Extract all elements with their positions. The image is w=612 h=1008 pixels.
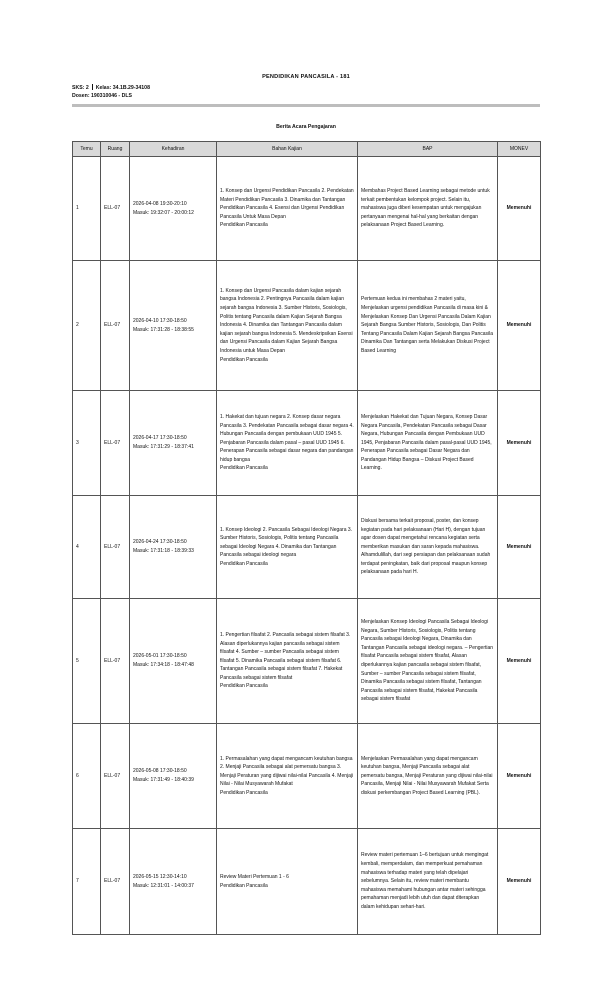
temu-cell: 7 (73, 829, 101, 935)
table-row (73, 157, 541, 261)
col-header-temu: Temu (73, 142, 101, 157)
bahan-text: Review Materi Pertemuan 1 - 6 (220, 873, 289, 880)
jadwal-text: 2026-04-10 17:30-18:50 (133, 317, 187, 324)
col-header-kehadiran: Kehadiran (130, 142, 217, 157)
bahan-footer: Pendidikan Pancasila (220, 683, 268, 690)
bahan-kajian-cell (217, 261, 358, 391)
kehadiran-cell (130, 157, 217, 261)
monev-cell: Memenuhi (498, 261, 541, 391)
bap-cell: Pertemuan kedua ini membahas 2 materi yaitu, Menjelaskan urgensi pendidikan Pancasila di masa kini & Menjelaskan Konsep Dan Urgensi Pancasila Dalam Kajian Sejarah Bangsa Sumber Historis, Sosiologis, Dan Politis Tentang Pancasila Dalam Kajian Sejarah Bangsa Pancasila Dinamika Dan Tantangan serta Melakukan Diskusi Project Based Learning (358, 261, 498, 391)
temu-cell: 2 (73, 261, 101, 391)
bahan-text: 1. Konsep Ideologi 2. Pancasila Sebagai Ideologi Negara 3. Sumber Historis, Sosiologis, Politis tentang Pancasila sebagai Ideologi Negara 4. Dinamika dan Tantangan Pancasila sebagai ideologi negara (220, 526, 353, 559)
monev-cell: Memenuhi (498, 157, 541, 261)
bahan-kajian-cell (217, 157, 358, 261)
table-row (73, 829, 541, 935)
monev-cell: Memenuhi (498, 829, 541, 935)
masuk-text: Masuk: 12:31:01 - 14:00:37 (133, 882, 194, 889)
jadwal-text: 2026-04-08 19:30-20:10 (133, 200, 187, 207)
bap-cell: Menjelaskan Konsep Ideologi Pancasila Sebagai Ideologi Negara, Sumber Historis, Sosiologis, Politis tentang Pancasila sebagai Ideologi Negara, Dinamika dan Tantangan Pancasila sebagai ideologi negara. – Pengertian filsafat Pancasila sebagai sistem filsafat, Alasan diperlukannya kajian pancasila sebagai sistem filsafat, Sumber – sumber Pancasila sebagai sistem filsafat, Dinamika Pancasila sebagai sistem filsafat, Tantangan Pancasila sebagai sistem filsafat, Hakekat Pancasila sebagai sistem filsafat (358, 599, 498, 724)
bahan-footer: Pendidikan Pancasila (220, 465, 268, 472)
table-row (73, 599, 541, 724)
table-row (73, 496, 541, 599)
bap-cell: Membahas Project Based Learning sebagai metode untuk terkait pembentukan kelompok project. Selain itu, mahasiswa juga diberi kesempatan untuk mengajukan pertanyaan mengenai hal-hal yang berkaitan dengan pelaksanaan Project Based Learning. (358, 157, 498, 261)
bahan-text: 1. Pengertian filsafat 2. Pancasila sebagai sistem filsafat 3. Alasan diperlukannya kajian pancasila sebagai sistem filsafat 4. Sumber – sumber Pancasila sebagai sistem filsafat 5. Dinamika Pancasila sebagai sistem filsafat 6. Tantangan Pancasila sebagai sistem filsafat 7. Hakekat Pancasila sebagai sistem filsafat (220, 631, 351, 681)
masuk-text: Masuk: 17:31:49 - 18:40:39 (133, 777, 194, 783)
bahan-text: 1. Permasalahan yang dapat mengancam keutuhan bangsa 2. Menjaji Pancasila sebagai alat pemersatu bangsa 3. Menjaji Peraturan yang dijiwai nilai-nilai Pancasila 4. Menjaji Nilai - Nilai Musyawarah Mufakat (220, 755, 354, 788)
bap-cell: Diskusi bersama terkait proposal, poster, dan konsep kegiatan pada hari pelaksanaan (Hari H), dengan tujuan agar dosen dapat mengetahui rencana kegiatan serta memberikan masukan dan saran kepada mahasiswa. Alhamdulillah, dari segi persiapan dan pelaksanaan sudah terdapat peningkatan, baik dari proposal maupun konsep pelaksanaan pada hari H. (358, 496, 498, 599)
temu-cell: 3 (73, 391, 101, 496)
table-row (73, 724, 541, 829)
bahan-kajian-cell (217, 391, 358, 496)
ruang-cell: ELL-07 (101, 829, 130, 935)
meta-separator (92, 84, 93, 90)
monev-cell: Memenuhi (498, 391, 541, 496)
masuk-text: Masuk: 17:31:28 - 18:38:55 (133, 326, 194, 333)
col-header-bap: BAP (358, 142, 498, 157)
jadwal-text: 2026-05-08 17:30-18:50 (133, 768, 187, 775)
bahan-footer: Pendidikan Pancasila (220, 356, 268, 363)
ruang-cell: ELL-07 (101, 496, 130, 599)
col-header-monev: MONEV (498, 142, 541, 157)
bap-cell: Menjelaskan Hakekat dan Tujuan Negara, Konsep Dasar Negara Pancasila, Pendekatan Pancasila sebagai Dasar Negara, Hubungan Pancasila dengan Pembukaan UUD 1945, Penjabaran Pancasila dalam pasal-pasal UUD 1945, Penerapan Pancasila sebagai Dasar Negara dan Pandangan Hidup Bangsa – Diskusi Project Based Learning. (358, 391, 498, 496)
monev-cell: Memenuhi (498, 724, 541, 829)
bahan-kajian-cell (217, 829, 358, 935)
kehadiran-cell (130, 599, 217, 724)
masuk-text: Masuk: 17:31:29 - 18:37:41 (133, 444, 194, 450)
bahan-footer: Pendidikan Pancasila (220, 560, 268, 567)
bahan-kajian-cell (217, 496, 358, 599)
berita-acara-table (72, 141, 541, 935)
ruang-cell: ELL-07 (101, 261, 130, 391)
kelas-label: Kelas: 34.1B.29-34108 (95, 85, 150, 91)
bap-cell: Menjelaskan Permasalahan yang dapat mengancam keutuhan bangsa, Menjaji Pancasila sebagai alat pemersatu bangsa, Menjaji Peraturan yang dijiwai nilai-nilai Pancasila, Menjaji Nilai - Nilai Musyawarah Mufakat Serta diskusi perkembangan Project Based Learning (PBL). (358, 724, 498, 829)
kehadiran-cell (130, 724, 217, 829)
jadwal-text: 2026-05-15 12:30-14:10 (133, 873, 187, 880)
bahan-text: 1. Hakekat dan tujuan negara 2. Konsep dasar negara Pancasila 3. Pendekatan Pancasila sebagai dasar negara 4. Hubungan Pancasila dengan pembukaan UUD 1945 5. Penjabaran Pancasila dalam pasal – pasal UUD 1945 6. Penerapan Pancasila sebagai dasar negara dan pandangan hidup bangsa (220, 413, 354, 463)
header-divider (72, 104, 540, 107)
jadwal-text: 2026-04-24 17:30-18:50 (133, 539, 187, 546)
bahan-text: 1. Konsep dan Urgensi Pancasila dalam kajian sejarah bangsa Indonesia 2. Pentingnya Pancasila dalam kajian sejarah bangsa Indonesia 3. Sumber Historis, Sosiologis, Politis tentang Pancasila dalam Kajian Sejarah Bangsa Indonesia 4. Dinamika dan Tantangan Pancasila dalam kajian sejarah bangsa Indonesia 5. Mendeskripsikan Esensi dan Urgensi Pancasila dalam Kajian Sejarah Bangsa Indonesia untuk Masa Depan (220, 287, 353, 354)
dosen-label: Dosen: 190310046 - DLS (72, 93, 132, 99)
sks-label: SKS: 2 (72, 85, 89, 91)
table-title: Berita Acara Pengajaran (276, 124, 336, 130)
masuk-text: Masuk: 19:32:07 - 20:00:12 (133, 209, 194, 216)
table-header-row (73, 142, 541, 157)
bahan-footer: Pendidikan Pancasila (220, 882, 268, 889)
bahan-footer: Pendidikan Pancasila (220, 222, 268, 229)
ruang-cell: ELL-07 (101, 391, 130, 496)
kehadiran-cell (130, 496, 217, 599)
table-row (73, 261, 541, 391)
masuk-text: Masuk: 17:31:18 - 18:39:33 (133, 548, 194, 554)
temu-cell: 4 (73, 496, 101, 599)
ruang-cell: ELL-07 (101, 157, 130, 261)
temu-cell: 1 (73, 157, 101, 261)
bap-cell: Review materi pertemuan 1–6 bertujuan untuk mengingat kembali, memperdalam, dan memperkuat pemahaman mahasiswa terhadap materi yang telah dipelajari sebelumnya. Selain itu, review materi membantu mahasiswa memahami hubungan antar materi sehingga pemahaman menjadi lebih utuh dan dapat diterapkan dalam kehidupan sehari-hari. (358, 829, 498, 935)
bahan-kajian-cell (217, 599, 358, 724)
monev-cell: Memenuhi (498, 599, 541, 724)
kehadiran-cell (130, 261, 217, 391)
kehadiran-cell (130, 829, 217, 935)
col-header-bahan-kajian: Bahan Kajian (217, 142, 358, 157)
course-title: PENDIDIKAN PANCASILA - 181 (262, 74, 350, 80)
masuk-text: Masuk: 17:34:18 - 18:47:48 (133, 662, 194, 668)
ruang-cell: ELL-07 (101, 599, 130, 724)
table-row (73, 391, 541, 496)
ruang-cell: ELL-07 (101, 724, 130, 829)
bahan-kajian-cell (217, 724, 358, 829)
jadwal-text: 2026-05-01 17:30-18:50 (133, 653, 187, 660)
temu-cell: 6 (73, 724, 101, 829)
bahan-text: 1. Konsep dan Urgensi Pendidikan Pancasila 2. Pendekatan Materi Pendidikan Pancasila 3. Dinamika dan Tantangan Pendidikan Pancasila 4. Esensi dan Urgensi Pendidikan Pancasila Untuk Masa Depan (220, 188, 354, 220)
monev-cell: Memenuhi (498, 496, 541, 599)
kehadiran-cell (130, 391, 217, 496)
col-header-ruang: Ruang (101, 142, 130, 157)
temu-cell: 5 (73, 599, 101, 724)
jadwal-text: 2026-04-17 17:30-18:50 (133, 435, 187, 442)
course-meta (72, 84, 150, 91)
bahan-footer: Pendidikan Pancasila (220, 789, 268, 796)
